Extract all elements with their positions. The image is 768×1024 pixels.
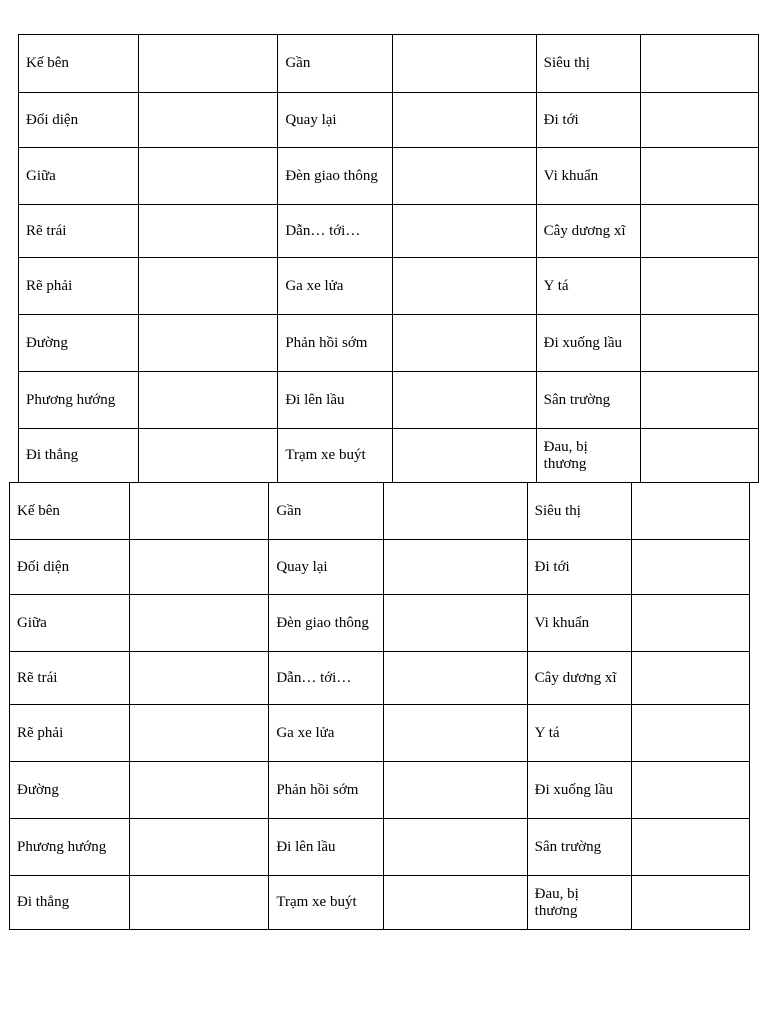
answer-blank-cell[interactable] <box>393 258 536 315</box>
word-cell: Rẽ phải <box>10 705 130 762</box>
table-row <box>10 540 750 595</box>
vocabulary-table-2 <box>9 482 750 930</box>
table-row <box>19 429 759 483</box>
answer-blank-cell[interactable] <box>384 483 527 540</box>
answer-blank-cell[interactable] <box>393 35 536 93</box>
answer-blank-cell[interactable] <box>631 540 749 595</box>
answer-blank-cell[interactable] <box>631 652 749 705</box>
word-cell: Kế bên <box>19 35 139 93</box>
answer-blank-cell[interactable] <box>384 876 527 930</box>
answer-blank-cell[interactable] <box>631 819 749 876</box>
table-row <box>10 652 750 705</box>
answer-blank-cell[interactable] <box>139 148 278 205</box>
answer-blank-cell[interactable] <box>640 315 758 372</box>
answer-blank-cell[interactable] <box>631 483 749 540</box>
answer-blank-cell[interactable] <box>130 540 269 595</box>
answer-blank-cell[interactable] <box>393 148 536 205</box>
word-cell: Cây dương xĩ <box>536 205 640 258</box>
answer-blank-cell[interactable] <box>631 876 749 930</box>
answer-blank-cell[interactable] <box>130 876 269 930</box>
word-cell: Siêu thị <box>536 35 640 93</box>
answer-blank-cell[interactable] <box>139 205 278 258</box>
answer-blank-cell[interactable] <box>130 483 269 540</box>
answer-blank-cell[interactable] <box>384 762 527 819</box>
word-cell: Đau, bị thương <box>527 876 631 930</box>
table-row <box>10 483 750 540</box>
answer-blank-cell[interactable] <box>130 705 269 762</box>
answer-blank-cell[interactable] <box>631 595 749 652</box>
word-cell: Đường <box>19 315 139 372</box>
vocabulary-table-body <box>10 483 750 930</box>
word-cell: Kế bên <box>10 483 130 540</box>
answer-blank-cell[interactable] <box>384 540 527 595</box>
word-cell: Đi lên lầu <box>278 372 393 429</box>
answer-blank-cell[interactable] <box>130 819 269 876</box>
word-cell: Siêu thị <box>527 483 631 540</box>
table-row <box>19 93 759 148</box>
word-cell: Y tá <box>527 705 631 762</box>
word-cell: Y tá <box>536 258 640 315</box>
vocabulary-table-body <box>19 35 759 483</box>
word-cell: Đi thẳng <box>10 876 130 930</box>
word-cell: Đi tới <box>536 93 640 148</box>
answer-blank-cell[interactable] <box>640 148 758 205</box>
word-cell: Vi khuẩn <box>527 595 631 652</box>
answer-blank-cell[interactable] <box>393 372 536 429</box>
word-cell: Trạm xe buýt <box>278 429 393 483</box>
answer-blank-cell[interactable] <box>139 429 278 483</box>
answer-blank-cell[interactable] <box>640 372 758 429</box>
answer-blank-cell[interactable] <box>384 705 527 762</box>
answer-blank-cell[interactable] <box>393 429 536 483</box>
word-cell: Sân trường <box>527 819 631 876</box>
word-cell: Quay lại <box>278 93 393 148</box>
table-row <box>10 705 750 762</box>
vocabulary-table-1 <box>18 34 759 483</box>
word-cell: Sân trường <box>536 372 640 429</box>
answer-blank-cell[interactable] <box>130 652 269 705</box>
answer-blank-cell[interactable] <box>640 205 758 258</box>
table-row <box>10 876 750 930</box>
table-row <box>19 148 759 205</box>
answer-blank-cell[interactable] <box>384 595 527 652</box>
answer-blank-cell[interactable] <box>640 93 758 148</box>
answer-blank-cell[interactable] <box>393 93 536 148</box>
word-cell: Vi khuẩn <box>536 148 640 205</box>
word-cell: Phương hướng <box>19 372 139 429</box>
word-cell: Đau, bị thương <box>536 429 640 483</box>
answer-blank-cell[interactable] <box>640 35 758 93</box>
word-cell: Đối diện <box>19 93 139 148</box>
answer-blank-cell[interactable] <box>139 93 278 148</box>
word-cell: Phản hồi sớm <box>269 762 384 819</box>
word-cell: Dẫn… tới… <box>278 205 393 258</box>
table-row <box>19 35 759 93</box>
word-cell: Đường <box>10 762 130 819</box>
word-cell: Rẽ phải <box>19 258 139 315</box>
answer-blank-cell[interactable] <box>384 819 527 876</box>
answer-blank-cell[interactable] <box>393 205 536 258</box>
word-cell: Giữa <box>19 148 139 205</box>
word-cell: Dẫn… tới… <box>269 652 384 705</box>
table-row <box>10 595 750 652</box>
word-cell: Rẽ trái <box>19 205 139 258</box>
word-cell: Trạm xe buýt <box>269 876 384 930</box>
table-row <box>19 205 759 258</box>
answer-blank-cell[interactable] <box>393 315 536 372</box>
answer-blank-cell[interactable] <box>139 315 278 372</box>
table-row <box>10 762 750 819</box>
word-cell: Giữa <box>10 595 130 652</box>
answer-blank-cell[interactable] <box>130 595 269 652</box>
word-cell: Đi tới <box>527 540 631 595</box>
table-row <box>19 372 759 429</box>
answer-blank-cell[interactable] <box>139 258 278 315</box>
word-cell: Phản hồi sớm <box>278 315 393 372</box>
word-cell: Ga xe lửa <box>278 258 393 315</box>
word-cell: Ga xe lửa <box>269 705 384 762</box>
word-cell: Cây dương xĩ <box>527 652 631 705</box>
word-cell: Rẽ trái <box>10 652 130 705</box>
word-cell: Đèn giao thông <box>269 595 384 652</box>
word-cell: Quay lại <box>269 540 384 595</box>
word-cell: Gần <box>278 35 393 93</box>
table-row <box>19 258 759 315</box>
word-cell: Phương hướng <box>10 819 130 876</box>
answer-blank-cell[interactable] <box>631 762 749 819</box>
word-cell: Gần <box>269 483 384 540</box>
word-cell: Đối diện <box>10 540 130 595</box>
word-cell: Đi lên lầu <box>269 819 384 876</box>
answer-blank-cell[interactable] <box>640 429 758 483</box>
table-row <box>19 315 759 372</box>
word-cell: Đi xuống lầu <box>536 315 640 372</box>
answer-blank-cell[interactable] <box>640 258 758 315</box>
answer-blank-cell[interactable] <box>139 35 278 93</box>
answer-blank-cell[interactable] <box>130 762 269 819</box>
answer-blank-cell[interactable] <box>139 372 278 429</box>
word-cell: Đi xuống lầu <box>527 762 631 819</box>
word-cell: Đi thẳng <box>19 429 139 483</box>
answer-blank-cell[interactable] <box>384 652 527 705</box>
answer-blank-cell[interactable] <box>631 705 749 762</box>
table-row <box>10 819 750 876</box>
word-cell: Đèn giao thông <box>278 148 393 205</box>
